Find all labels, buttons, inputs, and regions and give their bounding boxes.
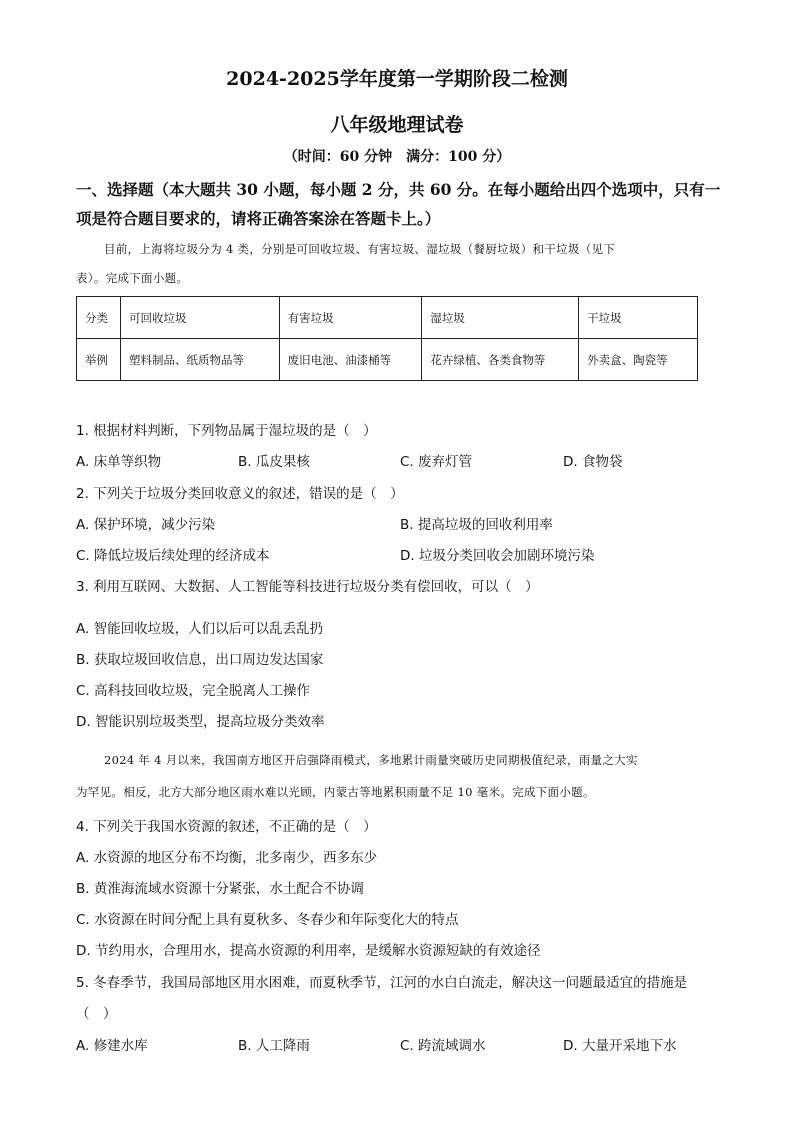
- q1-option-d: D. 食物袋: [563, 454, 623, 470]
- exam-info: （时间：60 分钟 满分：100 分）: [283, 149, 511, 165]
- exam-subtitle: 八年级地理试卷: [330, 114, 464, 136]
- q4-option-d: D. 节约用水，合理用水，提高水资源的利用率，是缓解水资源短缺的有效途径: [76, 943, 541, 959]
- table-header-row: [77, 297, 698, 339]
- table-cell: 花卉绿植、各类食物等: [422, 339, 579, 381]
- table-cell: 举例: [77, 339, 121, 381]
- q3-option-a: A. 智能回收垃圾，人们以后可以乱丢乱扔: [76, 621, 324, 637]
- material1-line2: 表）。完成下面小题。: [76, 271, 189, 285]
- table-cell: 废旧电池、油漆桶等: [279, 339, 422, 381]
- q3-option-d: D. 智能识别垃圾类型，提高垃圾分类效率: [76, 714, 325, 730]
- table-cell: 有害垃圾: [279, 297, 422, 339]
- exam-title: 2024-2025学年度第一学期阶段二检测: [226, 68, 568, 90]
- q3-stem: 3. 利用互联网、大数据、人工智能等科技进行垃圾分类有偿回收，可以（ ）: [76, 579, 539, 595]
- q5-option-d: D. 大量开采地下水: [563, 1038, 677, 1054]
- q5-option-b: B. 人工降雨: [238, 1038, 310, 1054]
- q5-stem: 5. 冬春季节，我国局部地区用水困难，而夏秋季节，江河的水白白流走，解决这一问题最适宜的措施是: [76, 975, 688, 991]
- table-cell: 湿垃圾: [422, 297, 579, 339]
- q1-stem: 1. 根据材料判断，下列物品属于湿垃圾的是（ ）: [76, 423, 377, 439]
- q4-option-c: C. 水资源在时间分配上具有夏秋多、冬春少和年际变化大的特点: [76, 912, 459, 928]
- q3-option-c: C. 高科技回收垃圾，完全脱离人工操作: [76, 683, 311, 699]
- material1-line1: 目前，上海将垃圾分为 4 类，分别是可回收垃圾、有害垃圾、湿垃圾（餐厨垃圾）和干垃圾（见下: [104, 242, 616, 256]
- section-heading-line1: 一、选择题（本大题共 30 小题，每小题 2 分，共 60 分。在每小题给出四个选项中，只有一: [76, 180, 721, 199]
- q4-option-a: A. 水资源的地区分布不均衡，北多南少，西多东少: [76, 850, 378, 866]
- q2-option-d: D. 垃圾分类回收会加剧环境污染: [400, 548, 595, 564]
- q1-option-c: C. 废弃灯管: [400, 454, 473, 470]
- material2-line2: 为罕见。相反，北方大部分地区雨水难以光顾，内蒙古等地累积雨量不足 10 毫米。完成下面小题。: [76, 785, 595, 799]
- q2-option-a: A. 保护环境，减少污染: [76, 517, 216, 533]
- q2-option-c: C. 降低垃圾后续处理的经济成本: [76, 548, 270, 564]
- table-row: [77, 339, 698, 381]
- q2-stem: 2. 下列关于垃圾分类回收意义的叙述，错误的是（ ）: [76, 486, 404, 502]
- q5-option-a: A. 修建水库: [76, 1038, 148, 1054]
- q4-stem: 4. 下列关于我国水资源的叙述，不正确的是（ ）: [76, 819, 377, 835]
- table-cell: 外卖盒、陶瓷等: [579, 339, 698, 381]
- q1-option-b: B. 瓜皮果核: [238, 454, 310, 470]
- section-heading-line2: 项是符合题目要求的，请将正确答案涂在答题卡上。）: [76, 209, 441, 228]
- table-cell: 分类: [77, 297, 121, 339]
- garbage-table: [76, 296, 698, 381]
- q2-option-b: B. 提高垃圾的回收利用率: [400, 517, 553, 533]
- table-cell: 可回收垃圾: [120, 297, 279, 339]
- q5-option-c: C. 跨流域调水: [400, 1038, 486, 1054]
- q3-option-b: B. 获取垃圾回收信息，出口周边发达国家: [76, 652, 324, 668]
- table-cell: 塑料制品、纸质物品等: [120, 339, 279, 381]
- material2-line1: 2024 年 4 月以来，我国南方地区开启强降雨模式，多地累计雨量突破历史同期极值纪录，雨量之大实: [104, 753, 638, 767]
- q5-stem-paren: （ ）: [76, 1006, 117, 1022]
- q4-option-b: B. 黄淮海流域水资源十分紧张，水土配合不协调: [76, 881, 364, 897]
- q1-option-a: A. 床单等织物: [76, 454, 162, 470]
- table-cell: 干垃圾: [579, 297, 698, 339]
